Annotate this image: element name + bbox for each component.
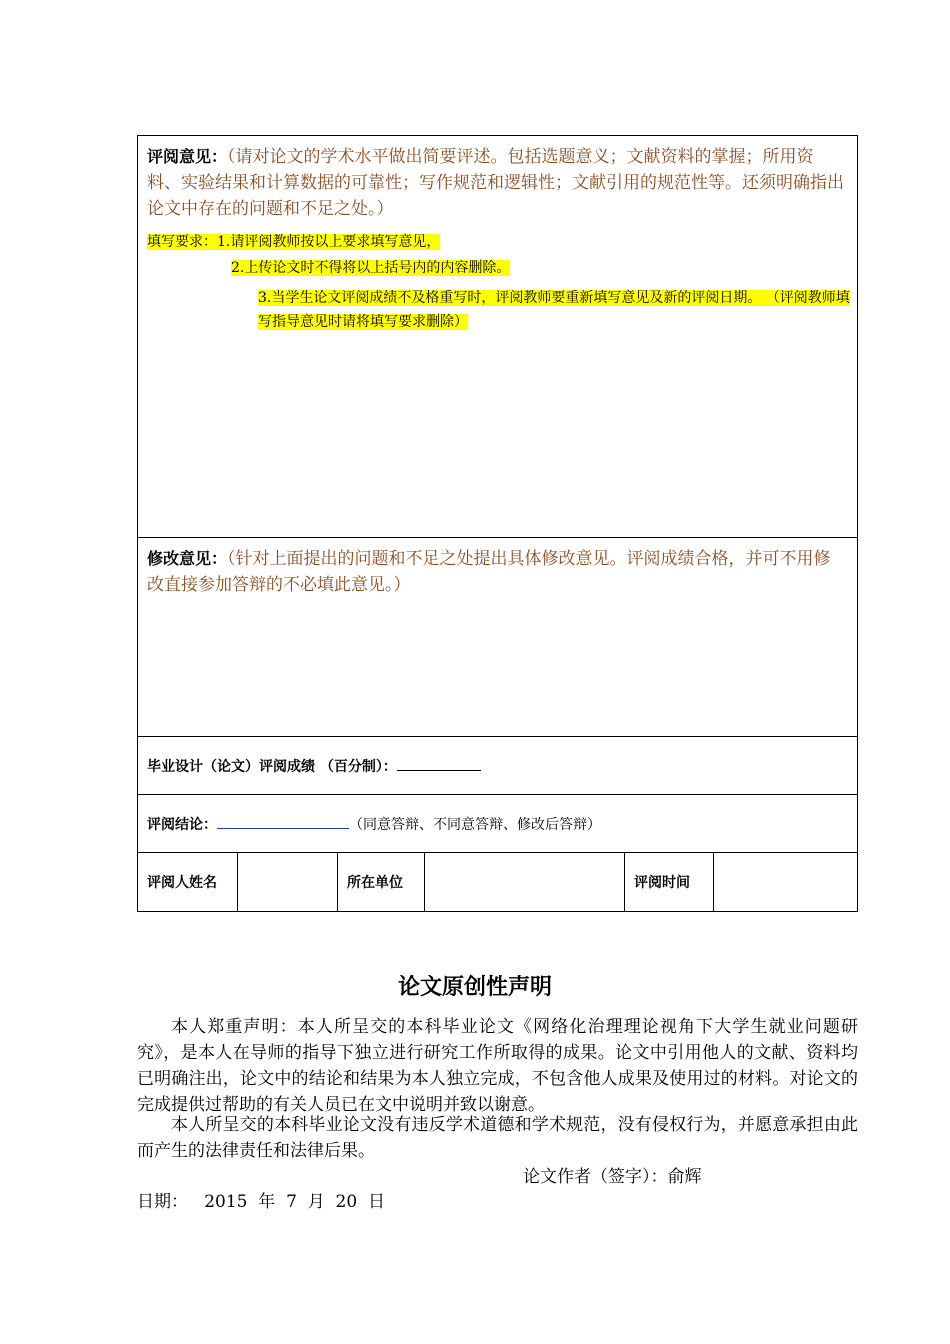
score-label: 毕业设计（论文）评阅成绩 （百分制）：: [147, 758, 397, 775]
reviewer-name-label-cell: [138, 853, 238, 912]
score-input-line[interactable]: [397, 756, 481, 771]
requirement-1: 1.请评阅教师按以上要求填写意见，: [217, 234, 441, 250]
requirement-1-line: [138, 232, 857, 252]
declaration-paragraph-2: 本人所呈交的本科毕业论文没有违反学术道德和学术规范，没有侵权行为，并愿意承担由此而产生的法律责任和法律后果。: [137, 1115, 858, 1161]
unit-field[interactable]: [425, 853, 625, 912]
requirement-3-line: [138, 286, 857, 334]
conclusion-options: （同意答辩、不同意答辩、修改后答辩）: [349, 816, 601, 833]
reviewer-name-field[interactable]: [238, 853, 338, 912]
revision-opinion-block: [138, 538, 857, 598]
unit-label: 所在单位: [347, 875, 403, 891]
review-opinion-block: [138, 136, 857, 222]
conclusion-label: 评阅结论：: [147, 816, 217, 833]
review-instructions: （请对论文的学术水平做出简要评述。包括选题意义；文献资料的掌握；所用资料、实验结果和计算数据的可靠性；写作规范和逻辑性；文献引用的规范性等。还须明确指出论文中存在的问题和不足之处。）: [147, 147, 844, 219]
revision-instructions: （针对上面提出的问题和不足之处提出具体修改意见。评阅成绩合格，并可不用修改直接参加答辩的不必填此意见。）: [147, 549, 831, 595]
review-form-table: [137, 135, 858, 912]
conclusion-cell: [138, 795, 858, 853]
declaration-date: 日期： 2015 年 7 月 20 日: [137, 1192, 385, 1212]
review-time-label-cell: [625, 853, 714, 912]
score-cell: [138, 737, 858, 795]
revision-opinion-label: 修改意见：: [147, 549, 228, 568]
declaration-title: 论文原创性声明: [397, 975, 552, 1000]
revision-opinion-cell[interactable]: [138, 538, 858, 737]
requirements-label: 填写要求：: [147, 234, 217, 250]
requirement-2-line: [138, 258, 857, 278]
unit-label-cell: [338, 853, 425, 912]
score-row: [138, 756, 857, 776]
declaration-paragraph-1: 本人郑重声明：本人所呈交的本科毕业论文《网络化治理理论视角下大学生就业问题研究》，是本人在导师的指导下独立进行研究工作所取得的成果。论文中引用他人的文献、资料均已明确注出，论文中的结论和结果为本人独立完成，不包含他人成果及使用过的材料。对论文的完成提供过帮助的有关人员已在文中说明并致以谢意。: [137, 1017, 858, 1115]
conclusion-input-line[interactable]: [217, 814, 349, 829]
review-time-label: 评阅时间: [634, 875, 690, 891]
review-opinion-label: 评阅意见：: [147, 147, 228, 166]
reviewer-name-label: 评阅人姓名: [147, 875, 217, 891]
requirement-3: 3.当学生论文评阅成绩不及格重写时，评阅教师要重新填写意见及新的评阅日期。 （评阅教师填写指导意见时请将填写要求删除）: [258, 290, 850, 330]
conclusion-row: [138, 814, 857, 834]
review-time-field[interactable]: [714, 853, 858, 912]
review-opinion-cell[interactable]: [138, 136, 858, 538]
author-signature: 论文作者（签字）：俞辉: [523, 1167, 702, 1187]
requirement-2: 2.上传论文时不得将以上括号内的内容删除。: [231, 260, 511, 276]
